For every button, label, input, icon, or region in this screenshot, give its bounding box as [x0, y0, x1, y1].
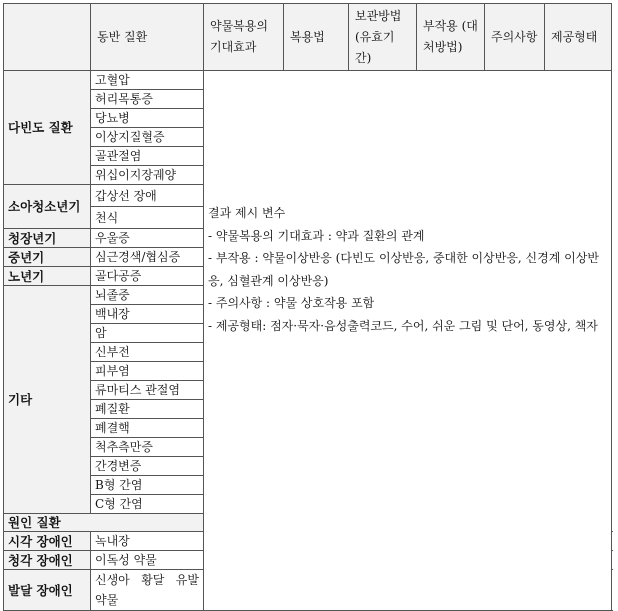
disease-cell: 뇌졸중: [91, 286, 204, 305]
group-old: 노년기: [4, 267, 91, 286]
header-effect: 약물복용의 기대효과: [204, 4, 284, 71]
disease-cell: 신부전: [91, 343, 204, 362]
disease-cell: 이상지질혈증: [91, 128, 204, 147]
header-row: [4, 4, 612, 71]
header-side-effect: 부작용 (대처방법): [417, 4, 485, 71]
disease-cell: 골관절염: [91, 147, 204, 166]
group-youth: 소아청소년기: [4, 185, 91, 229]
group-frequent: 다빈도 질환: [4, 71, 91, 185]
disease-cell: 피부염: [91, 362, 204, 381]
disease-cell: 신생아 황달 유발 약물: [91, 570, 204, 611]
disease-cell: 폐질환: [91, 400, 204, 419]
disease-cell: 류마티스 관절염: [91, 381, 204, 400]
group-developmental: 발달 장애인: [4, 570, 91, 611]
result-title: 결과 제시 변수: [208, 206, 286, 220]
result-item-caution: - 주의사항 : 약물 상호작용 포함: [208, 296, 375, 310]
result-item-side-effect: - 부작용 : 약물이상반응 (다빈도 이상반응, 중대한 이상반응, 신경계 이상반응, 심혈관계 이상반응): [208, 251, 599, 288]
group-cause: 원인 질환: [4, 514, 204, 532]
disease-cell: 우울증: [91, 229, 204, 248]
drug-info-table: [3, 3, 612, 611]
disease-cell: 척추측만증: [91, 438, 204, 457]
result-cell: [204, 71, 612, 611]
disease-cell: 허리목통증: [91, 90, 204, 109]
disease-cell: 갑상선 장애: [91, 185, 204, 207]
disease-cell: 백내장: [91, 305, 204, 324]
header-usage: 복용법: [284, 4, 349, 71]
disease-cell: 고혈압: [91, 71, 204, 90]
group-adolescence: 청장년기: [4, 229, 91, 248]
disease-cell: 골다공증: [91, 267, 204, 286]
disease-cell: 천식: [91, 207, 204, 229]
result-item-effect: - 약물복용의 기대효과 : 약과 질환의 관계: [208, 228, 425, 243]
header-category: [4, 4, 91, 71]
disease-cell: 폐결핵: [91, 419, 204, 438]
disease-cell: B형 간염: [91, 476, 204, 495]
header-format: 제공형태: [545, 4, 612, 71]
disease-cell: C형 간염: [91, 495, 204, 514]
result-item-format: - 제공형태: 점자·묵자·음성출력코드, 수어, 쉬운 그림 및 단어, 동영상, 책자: [208, 318, 598, 333]
group-visual: 시각 장애인: [4, 532, 91, 551]
group-other: 기타: [4, 286, 91, 514]
header-disease: 동반 질환: [91, 4, 204, 71]
header-caution: 주의사항: [485, 4, 545, 71]
header-storage: 보관방법 (유효기간): [349, 4, 417, 71]
group-middle: 중년기: [4, 248, 91, 267]
disease-cell: 암: [91, 324, 204, 343]
disease-cell: 심근경색/협심증: [91, 248, 204, 267]
disease-cell: 간경변증: [91, 457, 204, 476]
disease-cell: 녹내장: [91, 532, 204, 551]
disease-cell: 이독성 약물: [91, 551, 204, 570]
table-row: [4, 71, 612, 90]
disease-cell: 위십이지장궤양: [91, 166, 204, 185]
group-hearing: 청각 장애인: [4, 551, 91, 570]
disease-cell: 당뇨병: [91, 109, 204, 128]
